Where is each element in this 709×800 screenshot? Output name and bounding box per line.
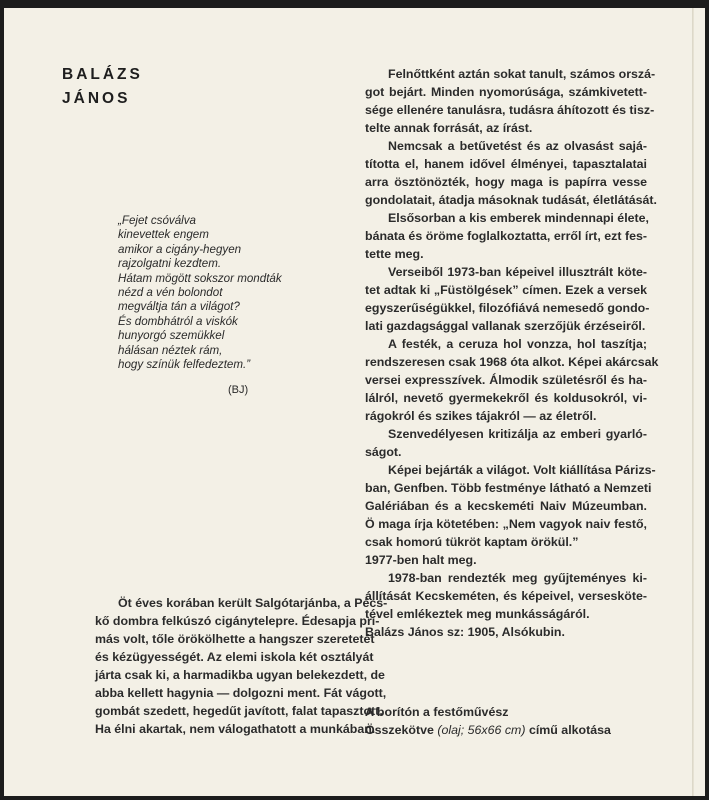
text-line: Ö maga írja kötetében: „Nem vagyok naiv festő, xyxy=(365,517,647,531)
paragraph xyxy=(365,425,647,461)
paragraph xyxy=(365,65,656,137)
poem-line: amikor a cigány-hegyen xyxy=(118,242,242,256)
text-line: ban, Genfben. Több festménye látható a Nemzeti xyxy=(365,481,652,495)
text-line: bánata és öröme foglalkoztatta, erről írt, ezt fes- xyxy=(365,229,647,243)
paragraph xyxy=(365,263,650,335)
text-line: Öt éves korában került Salgótarjánba, a Pécs- xyxy=(118,596,388,610)
text-line: Ha élni akartak, nem válogathatott a munkában. xyxy=(95,722,376,736)
paragraph xyxy=(365,551,647,569)
text-line: állítását Kecskeméten, és képeivel, versesköte- xyxy=(365,589,647,603)
text-line: Elsősorban a kis emberek mindennapi élete, xyxy=(388,211,649,225)
author-title-first: BALÁZS xyxy=(62,66,143,83)
text-line: versei expresszívek. Álmodik születésről és ha- xyxy=(365,373,647,387)
text-line: gombát szedett, hegedűt javított, falat tapasztott. xyxy=(95,704,383,718)
text-line: gondolatait, átadja másoknak tudását, életlátását. xyxy=(365,193,657,207)
right-column-text xyxy=(365,65,659,641)
text-line: Verseiből 1973-ban képeivel illusztrált köte- xyxy=(388,265,647,279)
paragraph xyxy=(95,594,388,738)
paragraph xyxy=(365,623,647,641)
text-line: ságot. xyxy=(365,445,402,459)
artwork-medium: (olaj; 56x66 cm) xyxy=(437,723,526,737)
artwork-title: Összekötve xyxy=(365,723,434,737)
text-line: lati gazdagsággal vallanak szerzőjük érzéseiről. xyxy=(365,319,646,333)
text-line: telte annak forrását, az írást. xyxy=(365,121,533,135)
text-line: más volt, tőle örökölhette a hangszer szeretetét xyxy=(95,632,375,646)
caption-suffix: című alkotása xyxy=(528,723,611,737)
text-line: got bejárt. Minden nyomorúsága, számkivetett- xyxy=(365,85,647,99)
text-line: 1978-ban rendezték meg gyűjteményes ki- xyxy=(388,571,647,585)
poem-line: hunyorgó szemükkel xyxy=(118,329,225,343)
poem-signature: (BJ) xyxy=(228,384,249,396)
text-line: kő dombra felkúszó cigánytelepre. Édesapja prí- xyxy=(95,614,380,628)
text-line: lálról, nevető gyermekekről és koldusokról, vi- xyxy=(365,391,647,405)
caption-line-1: A borítón a festőművész xyxy=(365,705,509,719)
page-fold xyxy=(692,8,694,796)
text-line: Képei bejárták a világot. Volt kiállítása Párizs- xyxy=(388,463,656,477)
text-line: csak homorú tükröt kaptam örökül.” xyxy=(365,535,579,549)
text-line: Nemcsak a betűvetést és az olvasást sajá- xyxy=(388,139,647,153)
text-line: sége ellenére tanulásra, tudásra áhítozott és tisz- xyxy=(365,103,655,117)
caption-line-2 xyxy=(365,721,611,739)
poem-line: hálásan néztek rám, xyxy=(118,343,223,357)
text-line: rendszeresen csak 1968 óta alkot. Képei akárcsak xyxy=(365,355,659,369)
poem-quote xyxy=(118,214,282,372)
paragraph xyxy=(365,335,659,425)
text-line: abba kellett hagynia — dolgozni ment. Fát vágott, xyxy=(95,686,387,700)
text-line: Galériában és a kecskeméti Naiv Múzeumban. xyxy=(365,499,647,513)
paragraph xyxy=(365,137,657,209)
left-column-text xyxy=(95,594,388,738)
poem-line: rajzolgatni kezdtem. xyxy=(118,257,222,271)
text-line: és kézügyességét. Az elemi iskola két osztályát xyxy=(95,650,374,664)
text-line: tet adtak ki „Füstölgések” címen. Ezek a versek xyxy=(365,283,647,297)
text-line: Szenvedélyesen kritizálja az emberi gyarló- xyxy=(388,427,647,441)
text-line: egyszerűségükkel, filozófiává nemesedő gondo- xyxy=(365,301,650,315)
poem-line: Hátam mögött sokszor mondták xyxy=(118,271,282,285)
text-line: tével emlékeztek meg munkásságáról. xyxy=(365,607,590,621)
text-line: tette meg. xyxy=(365,247,424,261)
cover-caption xyxy=(365,703,611,739)
paragraph xyxy=(365,461,656,551)
poem-line: megváltja tán a világot? xyxy=(118,300,240,314)
poem-line: És dombhátról a viskók xyxy=(118,314,238,328)
text-line: Balázs János sz: 1905, Alsókubin. xyxy=(365,625,565,639)
text-line: tította el, hanem idővel élményei, tapasztalatai xyxy=(365,157,647,171)
paragraph xyxy=(365,569,647,623)
text-line: Felnőttként aztán sokat tanult, számos orszá- xyxy=(388,67,656,81)
poem-line: kinevettek engem xyxy=(118,228,209,242)
poem-line: hogy színük felfedeztem.” xyxy=(118,358,251,372)
text-line: A festék, a ceruza hol vonzza, hol taszítja; xyxy=(388,337,647,351)
paragraph xyxy=(365,209,647,263)
author-title-last: JÁNOS xyxy=(62,90,131,107)
document-page xyxy=(4,8,705,796)
text-line: 1977-ben halt meg. xyxy=(365,553,477,567)
text-line: rágokról és szikes tájakról — az életről. xyxy=(365,409,597,423)
poem-line: „Fejet csóválva xyxy=(118,214,196,227)
poem-line: nézd a vén bolondot xyxy=(118,286,223,300)
text-line: járta csak ki, a harmadikba ugyan belekezdett, de xyxy=(95,668,385,682)
text-line: arra ösztönözték, hogy maga is papírra vesse xyxy=(365,175,647,189)
